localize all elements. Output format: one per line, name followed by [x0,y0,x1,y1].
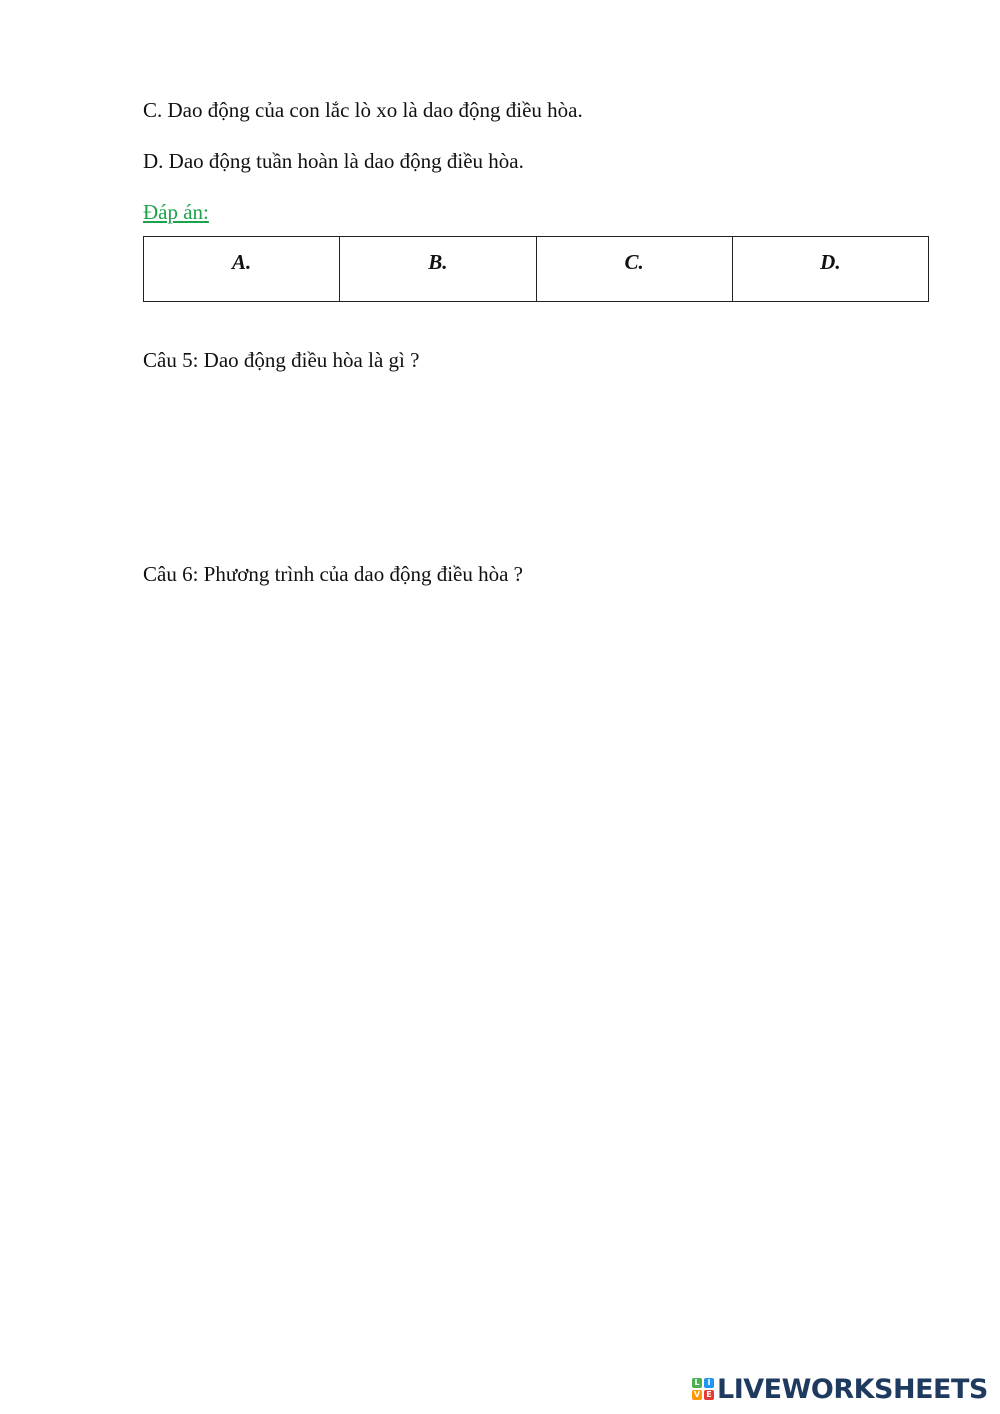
answer-cell-a[interactable]: A. [144,237,340,302]
logo-square-i: I [704,1378,714,1388]
answer-cell-c[interactable]: C. [536,237,732,302]
liveworksheets-wordmark: LIVEWORKSHEETS [717,1373,988,1405]
answer-table [143,236,929,302]
answer-cell-b[interactable]: B. [340,237,536,302]
answer-cell-d[interactable]: D. [732,237,928,302]
option-c-text: C. Dao động của con lắc lò xo là dao động điều hòa. [143,98,583,122]
liveworksheets-logo [692,1374,988,1404]
answer-row [144,237,929,302]
logo-square-v: V [693,1390,701,1399]
logo-square-e: E [704,1390,714,1400]
liveworksheets-icon [692,1378,714,1400]
logo-square-l: L [692,1378,702,1388]
question-5-text: Câu 5: Dao động điều hòa là gì ? [143,348,420,372]
question-6-text: Câu 6: Phương trình của dao động điều hòa ? [143,562,523,586]
answer-label: Đáp án: [143,200,209,224]
option-d-text: D. Dao động tuần hoàn là dao động điều hòa. [143,149,524,173]
